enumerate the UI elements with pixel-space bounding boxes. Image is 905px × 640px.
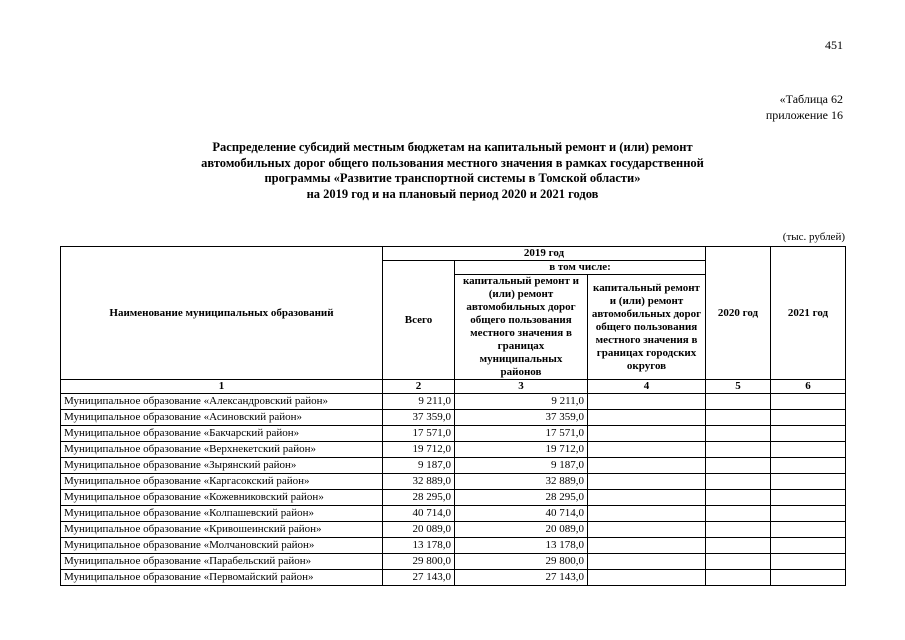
- municipality-name: Муниципальное образование «Каргасокский район»: [61, 474, 383, 490]
- municipality-name: Муниципальное образование «Колпашевский район»: [61, 506, 383, 522]
- city-value: [588, 442, 706, 458]
- city-value: [588, 410, 706, 426]
- table-row: [61, 394, 846, 410]
- city-value: [588, 538, 706, 554]
- table-row: [61, 570, 846, 586]
- total-value: 28 295,0: [383, 490, 455, 506]
- column-number: 3: [455, 380, 588, 394]
- table-row: [61, 554, 846, 570]
- table-ref-line-1: «Таблица 62: [779, 92, 843, 106]
- municipality-name: Муниципальное образование «Зырянский район»: [61, 458, 383, 474]
- column-number: 2: [383, 380, 455, 394]
- header-municipal-districts: капитальный ремонт и (или) ремонт автомобильных дорог общего пользования местного значения в границах муниципальных районов: [455, 275, 588, 380]
- city-value: [588, 426, 706, 442]
- table-row: [61, 522, 846, 538]
- title-line: на 2019 год и на плановый период 2020 и 2021 годов: [306, 186, 599, 201]
- municipality-name: Муниципальное образование «Парабельский район»: [61, 554, 383, 570]
- value-2020: [706, 490, 771, 506]
- value-2021: [771, 474, 846, 490]
- municipal-value: 19 712,0: [455, 442, 588, 458]
- total-value: 19 712,0: [383, 442, 455, 458]
- title-line: автомобильных дорог общего пользования местного значения в рамках государственной: [201, 155, 704, 170]
- municipality-name: Муниципальное образование «Бакчарский район»: [61, 426, 383, 442]
- city-value: [588, 490, 706, 506]
- table-row: [61, 490, 846, 506]
- city-value: [588, 522, 706, 538]
- municipality-name: Муниципальное образование «Верхнекетский район»: [61, 442, 383, 458]
- value-2021: [771, 426, 846, 442]
- header-year-2021: 2021 год: [771, 247, 846, 380]
- city-value: [588, 458, 706, 474]
- value-2020: [706, 394, 771, 410]
- municipal-value: 9 187,0: [455, 458, 588, 474]
- value-2021: [771, 442, 846, 458]
- header-municipality-name: Наименование муниципальных образований: [61, 247, 383, 380]
- value-2020: [706, 554, 771, 570]
- value-2020: [706, 474, 771, 490]
- units-label: (тыс. рублей): [782, 231, 845, 243]
- value-2021: [771, 522, 846, 538]
- value-2020: [706, 442, 771, 458]
- value-2020: [706, 426, 771, 442]
- header-city-districts: капитальный ремонт и (или) ремонт автомобильных дорог общего пользования местного значения в границах городских округов: [588, 275, 706, 380]
- value-2020: [706, 538, 771, 554]
- value-2020: [706, 570, 771, 586]
- city-value: [588, 474, 706, 490]
- value-2020: [706, 506, 771, 522]
- municipality-name: Муниципальное образование «Александровский район»: [61, 394, 383, 410]
- municipality-name: Муниципальное образование «Асиновский район»: [61, 410, 383, 426]
- total-value: 27 143,0: [383, 570, 455, 586]
- municipal-value: 17 571,0: [455, 426, 588, 442]
- city-value: [588, 554, 706, 570]
- value-2021: [771, 458, 846, 474]
- total-value: 13 178,0: [383, 538, 455, 554]
- value-2021: [771, 506, 846, 522]
- subsidy-table: [60, 246, 846, 586]
- table-ref-line-2: приложение 16: [765, 108, 843, 122]
- municipal-value: 40 714,0: [455, 506, 588, 522]
- value-2021: [771, 490, 846, 506]
- column-number: 6: [771, 380, 846, 394]
- total-value: 32 889,0: [383, 474, 455, 490]
- column-number: 4: [588, 380, 706, 394]
- total-value: 20 089,0: [383, 522, 455, 538]
- municipality-name: Муниципальное образование «Кожевниковский район»: [61, 490, 383, 506]
- value-2021: [771, 570, 846, 586]
- value-2021: [771, 394, 846, 410]
- municipality-name: Муниципальное образование «Кривошеинский район»: [61, 522, 383, 538]
- value-2021: [771, 410, 846, 426]
- header-total: Всего: [383, 261, 455, 380]
- municipal-value: 27 143,0: [455, 570, 588, 586]
- municipality-name: Муниципальное образование «Молчановский район»: [61, 538, 383, 554]
- municipal-value: 20 089,0: [455, 522, 588, 538]
- municipal-value: 29 800,0: [455, 554, 588, 570]
- table-row: [61, 442, 846, 458]
- table-row: [61, 506, 846, 522]
- page-number: 451: [825, 38, 843, 52]
- city-value: [588, 394, 706, 410]
- table-row: [61, 410, 846, 426]
- municipality-name: Муниципальное образование «Первомайский район»: [61, 570, 383, 586]
- value-2021: [771, 538, 846, 554]
- value-2020: [706, 522, 771, 538]
- value-2020: [706, 458, 771, 474]
- title-line: программы «Развитие транспортной системы в Томской области»: [264, 171, 641, 185]
- column-number: 1: [61, 380, 383, 394]
- table-reference: [766, 91, 843, 123]
- title-line: Распределение субсидий местным бюджетам на капитальный ремонт и (или) ремонт: [212, 140, 693, 154]
- city-value: [588, 570, 706, 586]
- total-value: 9 211,0: [383, 394, 455, 410]
- total-value: 29 800,0: [383, 554, 455, 570]
- value-2021: [771, 554, 846, 570]
- table-row: [61, 474, 846, 490]
- value-2020: [706, 410, 771, 426]
- table-row: [61, 538, 846, 554]
- table-row: [61, 458, 846, 474]
- total-value: 37 359,0: [383, 410, 455, 426]
- header-including: в том числе:: [455, 261, 706, 275]
- city-value: [588, 506, 706, 522]
- municipal-value: 32 889,0: [455, 474, 588, 490]
- total-value: 40 714,0: [383, 506, 455, 522]
- header-year-2019: 2019 год: [383, 247, 706, 261]
- document-title: [60, 140, 845, 202]
- header-year-2020: 2020 год: [706, 247, 771, 380]
- municipal-value: 13 178,0: [455, 538, 588, 554]
- total-value: 9 187,0: [383, 458, 455, 474]
- table-row: [61, 426, 846, 442]
- municipal-value: 37 359,0: [455, 410, 588, 426]
- municipal-value: 9 211,0: [455, 394, 588, 410]
- municipal-value: 28 295,0: [455, 490, 588, 506]
- column-number: 5: [706, 380, 771, 394]
- total-value: 17 571,0: [383, 426, 455, 442]
